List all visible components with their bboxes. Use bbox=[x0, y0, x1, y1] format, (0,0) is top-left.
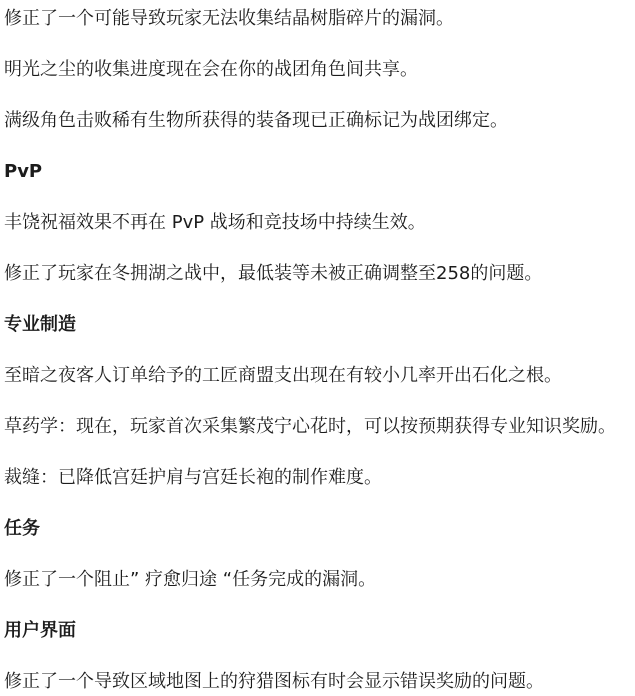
patch-note-wintergrasp-ilvl: 修正了玩家在冬拥湖之战中，最低装等未被正确调整至258的问题。 bbox=[4, 263, 543, 284]
section-heading-quests: 任务 bbox=[4, 518, 40, 539]
section-heading-pvp: PvP bbox=[4, 161, 43, 182]
patch-note-tailoring: 裁缝：已降低宫廷护肩与宫廷长袍的制作难度。 bbox=[4, 467, 382, 488]
patch-note-herbalism: 草药学：现在，玩家首次采集繁茂宁心花时，可以按预期获得专业知识奖励。 bbox=[4, 416, 616, 437]
section-heading-user-interface: 用户界面 bbox=[4, 620, 76, 641]
patch-note-warbound-gear: 满级角色击败稀有生物所获得的装备现已正确标记为战团绑定。 bbox=[4, 110, 508, 131]
section-heading-professions: 专业制造 bbox=[4, 314, 76, 335]
patch-note-radiant-dust: 明光之尘的收集进度现在会在你的战团角色间共享。 bbox=[4, 59, 418, 80]
patch-note-plenty-blessing: 丰饶祝福效果不再在 PvP 战场和竞技场中持续生效。 bbox=[4, 212, 426, 233]
patch-note-artisan-payout: 至暗之夜客人订单给予的工匠商盟支出现在有较小几率开出石化之根。 bbox=[4, 365, 562, 386]
patch-note-crystallized-resin: 修正了一个可能导致玩家无法收集结晶树脂碎片的漏洞。 bbox=[4, 8, 454, 29]
patch-note-quest-fix: 修正了一个阻止” 疗愈归途 “任务完成的漏洞。 bbox=[4, 569, 377, 590]
patch-note-map-hunt-icon: 修正了一个导致区域地图上的狩猎图标有时会显示错误奖励的问题。 bbox=[4, 671, 544, 692]
